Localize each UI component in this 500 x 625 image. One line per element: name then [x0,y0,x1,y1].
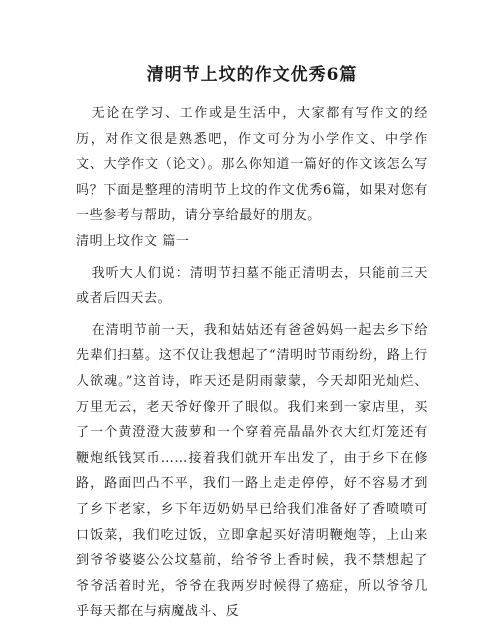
section-heading: 清明上坟作文 篇一 [76,233,190,249]
page-title: 清明节上坟的作文优秀6篇 [146,65,358,85]
document-body [76,101,428,625]
intro-paragraph: 无论在学习、工作或是生活中，大家都有写作文的经历，对作文很是熟悉吧，作文可分为小学作文、中学作文、大学作文（论文）。那么你知道一篇好的作文该怎么写吗？下面是整理的清明节上坟的作文优秀6篇，如果对您有一些参考与帮助，请分享给最好的朋友。 [76,106,428,224]
section-paragraph: 我听大人们说：清明节扫墓不能正清明去，只能前三天或者后四天去。 [76,265,428,307]
section-paragraph: 在清明节前一天，我和姑姑还有爸爸妈妈一起去乡下给先辈们扫墓。这不仅让我想起了“清明时节雨纷纷，路上行人欲魂。”这首诗，昨天还是阴雨蒙蒙，今天却阳光灿烂、万里无云，老天爷好像开了眼似。我们来到一家店里，买了一个黄澄澄大菠萝和一个穿着亮晶晶外衣大红灯笼还有鞭炮纸钱冥币……接着我们就开车出发了，由于乡下在修路，路面凹凸不平，我们一路上走走停停，好不容易才到了乡下老家，乡下年迈奶奶早已给我们准备好了香喷喷可口饭菜，我们吃过饭，立即拿起买好清明鞭炮等，上山来到爷爷婆婆公公坟墓前，给爷爷上香时候，我不禁想起了爷爷活着时光，爷爷在我两岁时候得了癌症，所以爷爷几乎每天都在与病魔战斗、反 [76,322,428,620]
